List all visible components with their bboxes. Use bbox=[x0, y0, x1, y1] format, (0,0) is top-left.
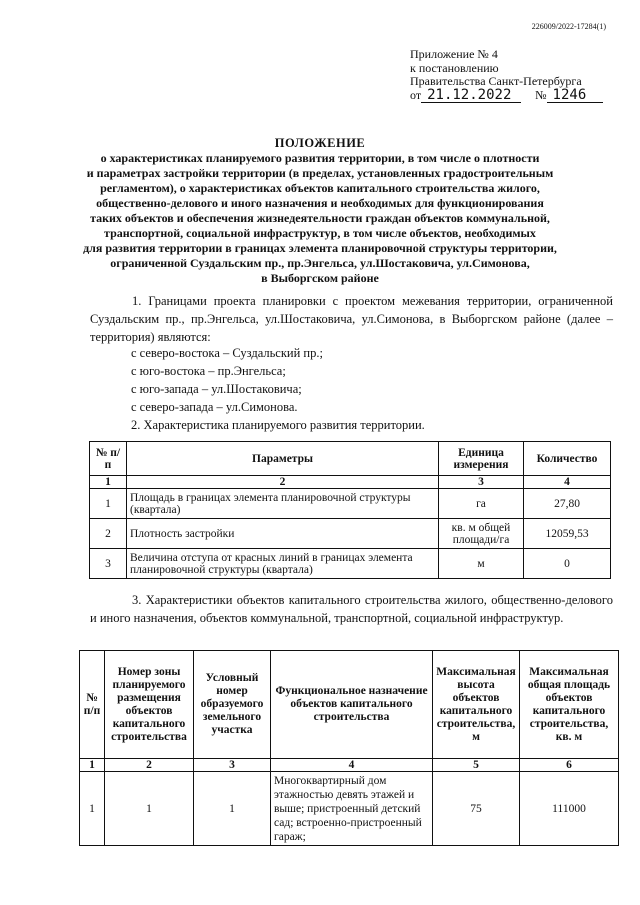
decree-date: 21.12.2022 bbox=[421, 89, 521, 104]
table-cell: Плотность застройки bbox=[127, 519, 439, 549]
table-cell: 111000 bbox=[520, 772, 619, 846]
appendix-line: Приложение № 4 bbox=[410, 47, 498, 61]
section-3-paragraph bbox=[90, 591, 613, 627]
table1-header: Параметры bbox=[127, 442, 439, 476]
boundary-item: с северо-востока – Суздальский пр.; bbox=[131, 346, 323, 360]
decree-number: 1246 bbox=[547, 89, 603, 104]
appendix-line: к постановлению bbox=[410, 60, 499, 75]
table1-header: Количество bbox=[524, 442, 611, 476]
table-cell: кв. м общей площади/га bbox=[439, 519, 524, 549]
table-cell: м bbox=[439, 549, 524, 579]
section-1-text: 1. Границами проекта планировки с проектом межевания территории, ограниченной Суздальским пр., пр.Энгельса, ул.Шостаковича, ул.Симонова, в Выборгском районе (далее – территория) являются: bbox=[90, 294, 613, 344]
table-cell: 3 bbox=[90, 549, 127, 579]
table-cell: 12059,53 bbox=[524, 519, 611, 549]
section-1-paragraph bbox=[90, 292, 613, 346]
title-line: таких объектов и обеспечения жизнедеятельности граждан объектов коммунальной, bbox=[90, 211, 550, 225]
table2-header: Функциональное назначение объектов капитального строительства bbox=[271, 651, 433, 759]
table-cell: 1 bbox=[105, 772, 194, 846]
boundary-item: с северо-запада – ул.Симонова. bbox=[131, 400, 298, 414]
table1-col-number: 1 bbox=[90, 476, 127, 489]
table-cell: 1 bbox=[90, 489, 127, 519]
table1-col-number: 2 bbox=[127, 476, 439, 489]
table1-col-number: 3 bbox=[439, 476, 524, 489]
table-cell: 27,80 bbox=[524, 489, 611, 519]
table2-header: Условный номер образуемого земельного участка bbox=[194, 651, 271, 759]
title-line: регламентом), о характеристиках объектов капитального строительства жилого, bbox=[100, 181, 540, 195]
appendix-date-row bbox=[410, 86, 603, 104]
table2-col-number: 6 bbox=[520, 759, 619, 772]
capital-construction-table bbox=[79, 650, 619, 846]
table-cell: Многоквартирный дом этажностью девять этажей и выше; пристроенный детский сад; встроенно-пристроенный гараж; bbox=[271, 772, 433, 846]
table-row bbox=[90, 489, 611, 519]
title-line: для развития территории в границах элемента планировочной структуры территории, bbox=[83, 241, 557, 255]
table-cell: 2 bbox=[90, 519, 127, 549]
document-title bbox=[0, 136, 640, 286]
table-cell: 0 bbox=[524, 549, 611, 579]
table-cell: Величина отступа от красных линий в границах элемента планировочной структуры (квартала) bbox=[127, 549, 439, 579]
table2-header: Максимальная высота объектов капитального строительства, м bbox=[433, 651, 520, 759]
table-cell: 75 bbox=[433, 772, 520, 846]
document-number: 226009/2022-17284(1) bbox=[531, 22, 606, 31]
table1-header: Единица измерения bbox=[439, 442, 524, 476]
number-prefix: № bbox=[535, 87, 547, 102]
section-2-heading: 2. Характеристика планируемого развития территории. bbox=[131, 418, 425, 432]
date-prefix: от bbox=[410, 87, 422, 102]
title-line: и параметрах застройки территории (в пределах, установленных градостроительным bbox=[86, 166, 554, 180]
table-cell: 1 bbox=[80, 772, 105, 846]
title-line: ограниченной Суздальским пр., пр.Энгельса, ул.Шостаковича, ул.Симонова, bbox=[110, 256, 530, 270]
table-row bbox=[80, 772, 619, 846]
table2-header: № п/п bbox=[80, 651, 105, 759]
planned-development-table bbox=[89, 441, 611, 579]
table2-col-number: 4 bbox=[271, 759, 433, 772]
title-line: в Выборгском районе bbox=[261, 271, 379, 285]
title-line: о характеристиках планируемого развития территории, в том числе о плотности bbox=[100, 151, 540, 165]
table2-header: Номер зоны планируемого размещения объектов капитального строительства bbox=[105, 651, 194, 759]
table2-col-number: 3 bbox=[194, 759, 271, 772]
table1-header: № п/п bbox=[90, 442, 127, 476]
table-cell: 1 bbox=[194, 772, 271, 846]
table-cell: Площадь в границах элемента планировочной структуры (квартала) bbox=[127, 489, 439, 519]
table-row bbox=[90, 549, 611, 579]
table-row bbox=[90, 519, 611, 549]
table2-header: Максимальная общая площадь объектов капитального строительства, кв. м bbox=[520, 651, 619, 759]
boundary-item: с юго-востока – пр.Энгельса; bbox=[131, 364, 286, 378]
section-3-text: 3. Характеристики объектов капитального строительства жилого, общественно-делового и иного назначения, объектов коммунальной, транспортной, социальной инфраструктур. bbox=[90, 593, 613, 625]
title-heading: ПОЛОЖЕНИЕ bbox=[274, 136, 366, 150]
table2-col-number: 5 bbox=[433, 759, 520, 772]
boundary-item: с юго-запада – ул.Шостаковича; bbox=[131, 382, 302, 396]
table2-col-number: 2 bbox=[105, 759, 194, 772]
title-line: общественно-делового и иного назначения и необходимых для функционирования bbox=[96, 196, 544, 210]
title-line: транспортной, социальной инфраструктур, в том числе объектов, необходимых bbox=[104, 226, 536, 240]
table2-col-number: 1 bbox=[80, 759, 105, 772]
appendix-block bbox=[410, 48, 603, 103]
appendix-line: Правительства Санкт-Петербурга bbox=[410, 74, 582, 88]
table-cell: га bbox=[439, 489, 524, 519]
table1-col-number: 4 bbox=[524, 476, 611, 489]
